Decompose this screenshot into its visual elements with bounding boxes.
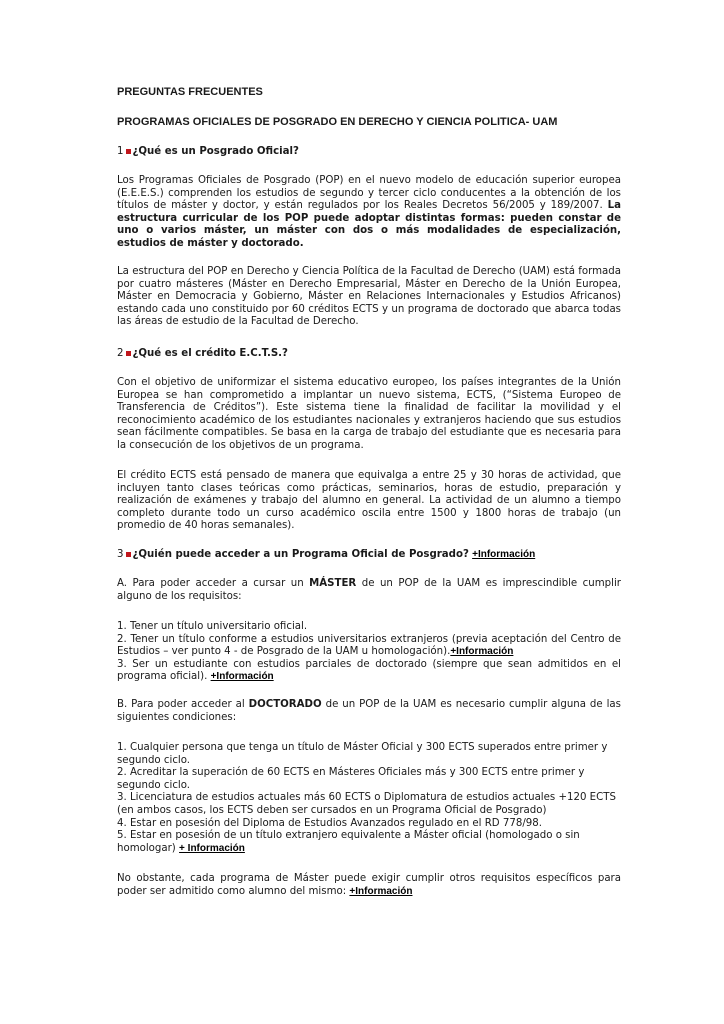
- q2-paragraph-2: El crédito ECTS está pensado de manera que equivalga a entre 25 y 30 horas de actividad, que incluyen tanto clases teóricas como prácticas, seminarios, horas de estudio, preparación y realización de exámenes y trabajo del alumno en general. La actividad de un alumno a tiempo completo durante todo un curso académico oscila entre 1500 y 1800 horas de trabajo (un promedio de 40 horas semanales).: [117, 470, 621, 532]
- page-title: PREGUNTAS FRECUENTES: [117, 86, 263, 98]
- bullet-icon: [126, 351, 131, 356]
- bullet-icon: [126, 149, 131, 154]
- list-item: 1. Cualquier persona que tenga un título de Máster Oficial y 300 ECTS superados entre primer y segundo ciclo.: [117, 742, 608, 766]
- more-info-link[interactable]: + Información: [179, 842, 245, 854]
- question-text: ¿Qué es un Posgrado Oficial?: [132, 146, 299, 157]
- q3-section-a-intro: A. Para poder acceder a cursar un MÁSTER de un POP de la UAM es imprescindible cumplir alguno de los requisitos:: [117, 578, 621, 602]
- doctorado-keyword: DOCTORADO: [248, 699, 322, 710]
- more-info-link[interactable]: +Información: [450, 646, 514, 658]
- list-item: 1. Tener un título universitario oficial.: [117, 621, 308, 632]
- page-subtitle: PROGRAMAS OFICIALES DE POSGRADO EN DERECHO Y CIENCIA POLITICA- UAM: [117, 116, 558, 128]
- question-3: [117, 549, 535, 560]
- list-item: 5. Estar en posesión de un título extranjero equivalente a Máster oficial (homologado o sin homologar) + Información: [117, 830, 580, 854]
- more-info-link[interactable]: +Información: [210, 671, 274, 683]
- question-number: 3: [117, 549, 124, 560]
- q3-section-b-list: [117, 742, 621, 855]
- list-item: 3. Licenciatura de estudios actuales más 60 ECTS o Diplomatura de estudios actuales +120 ECTS (en ambos casos, los ECTS deben ser cursados en un Programa Oficial de Posgrado): [117, 792, 616, 816]
- q3-section-b-intro: B. Para poder acceder al DOCTORADO de un POP de la UAM es necesario cumplir alguna de las siguientes condiciones:: [117, 699, 621, 723]
- more-info-link[interactable]: +Información: [472, 549, 536, 560]
- question-number: 2: [117, 348, 124, 359]
- q3-section-a-list: [117, 621, 621, 684]
- list-item: 4. Estar en posesión del Diploma de Estudios Avanzados regulado en el RD 778/98.: [117, 817, 542, 829]
- master-keyword: MÁSTER: [309, 578, 357, 589]
- list-item: 2. Acreditar la superación de 60 ECTS en Másteres Oficiales más y 300 ECTS entre primer y segundo ciclo.: [117, 767, 585, 791]
- q2-paragraph-1: Con el objetivo de uniformizar el sistema educativo europeo, los países integrantes de la Unión Europea se han comprometido a implantar un nuevo sistema, ECTS, (“Sistema Europeo de Transferencia de Créditos”). Este sistema tiene la finalidad de facilitar la movilidad y el reconocimiento académico de los estudiantes nacionales y extranjeros haciendo que sus estudios sean fácilmente compatibles. Se basa en la carga de trabajo del estudiante que es necesaria para la consecución de los objetivos de un programa.: [117, 377, 621, 451]
- bullet-icon: [126, 552, 131, 557]
- list-item: 2. Tener un título conforme a estudios universitarios extranjeros (previa aceptación del Centro de Estudios – ver punto 4 - de Posgrado de la UAM u homologación).+Información: [117, 633, 621, 658]
- question-text: ¿Quién puede acceder a un Programa Oficial de Posgrado?: [132, 549, 469, 560]
- q1-paragraph-1: Los Programas Oficiales de Posgrado (POP) en el nuevo modelo de educación superior europea (E.E.E.S.) comprenden los estudios de segundo y tercer ciclo conducentes a la obtención de los títulos de máster y doctor, y están regulados por los Reales Decretos 56/2005 y 189/2007. La estructura curricular de los POP puede adoptar distintas formas: pueden constar de uno o varios máster, un máster con dos o más modalidades de especialización, estudios de máster y doctorado.: [117, 175, 621, 249]
- list-item: 3. Ser un estudiante con estudios parciales de doctorado (siempre que sean admitidos en el programa oficial). +Información: [117, 658, 621, 683]
- question-number: 1: [117, 146, 124, 157]
- q3-final-note: No obstante, cada programa de Máster puede exigir cumplir otros requisitos específicos para poder ser admitido como alumno del mismo: +Información: [117, 873, 621, 897]
- question-2: [117, 348, 288, 359]
- q1-bold-statement: La estructura curricular de los POP puede adoptar distintas formas: pueden constar de uno o varios máster, un máster con dos o más modalidades de especialización, estudios de máster y doctorado.: [117, 200, 621, 249]
- q1-paragraph-2: La estructura del POP en Derecho y Ciencia Política de la Facultad de Derecho (UAM) está formada por cuatro másteres (Máster en Derecho Empresarial, Máster en Derecho de la Unión Europea, Máster en Democracia y Gobierno, Máster en Relaciones Internacionales y Estudios Africanos) estando cada uno constituido por 60 créditos ECTS y un programa de doctorado que abarca todas las áreas de estudio de la Facultad de Derecho.: [117, 266, 621, 328]
- more-info-link[interactable]: +Información: [349, 885, 413, 897]
- question-text: ¿Qué es el crédito E.C.T.S.?: [132, 348, 288, 359]
- question-1: [117, 146, 299, 157]
